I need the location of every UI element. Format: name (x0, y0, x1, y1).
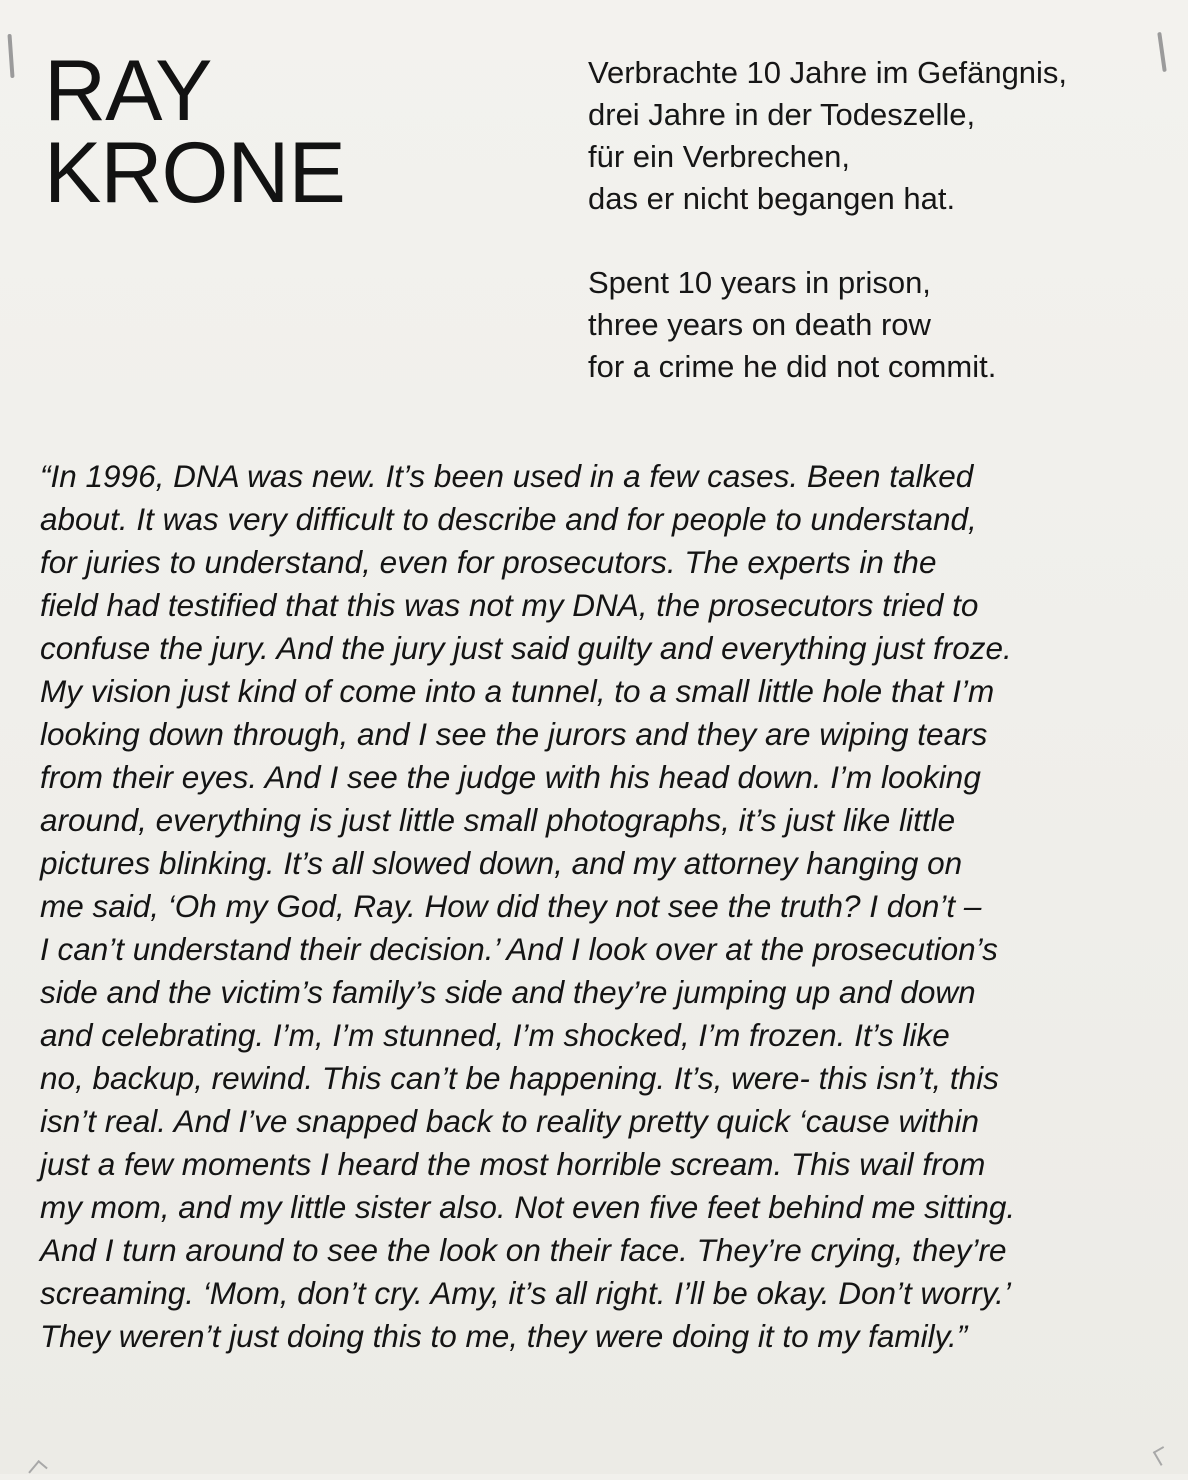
name-last: KRONE (44, 125, 345, 221)
quote-line: And I turn around to see the look on their face. They’re crying, they’re (40, 1232, 1007, 1268)
name-first: RAY (44, 43, 212, 139)
person-name-heading (44, 43, 345, 221)
summary-spacer (588, 220, 1148, 262)
summary-en-line: Spent 10 years in prison, (588, 265, 931, 300)
quote-line: side and the victim’s family’s side and they’re jumping up and down (40, 974, 976, 1010)
quote-line: pictures blinking. It’s all slowed down, and my attorney hanging on (40, 845, 963, 881)
summary-de-line: für ein Verbrechen, (588, 139, 850, 174)
quote-line: my mom, and my little sister also. Not even five feet behind me sitting. (40, 1189, 1016, 1225)
quote-line: from their eyes. And I see the judge with his head down. I’m looking (40, 759, 981, 795)
quote-line: “In 1996, DNA was new. It’s been used in a few cases. Been talked (40, 458, 974, 494)
quote-line: confuse the jury. And the jury just said guilty and everything just froze. (40, 630, 1012, 666)
summary-de-line: drei Jahre in der Todeszelle, (588, 97, 976, 132)
mounting-clip-left (7, 34, 14, 78)
quote-line: My vision just kind of come into a tunnel, to a small little hole that I’m (40, 673, 995, 709)
corner-mark-bottom-left (28, 1460, 47, 1480)
summary-de-line: das er nicht begangen hat. (588, 181, 956, 216)
summary-block (588, 52, 1148, 388)
summary-german (588, 52, 1148, 220)
quote-line: They weren’t just doing this to me, they were doing it to my family.” (40, 1318, 968, 1354)
summary-de-line: Verbrachte 10 Jahre im Gefängnis, (588, 55, 1068, 90)
quote-line: no, backup, rewind. This can’t be happening. It’s, were- this isn’t, this (40, 1060, 999, 1096)
mounting-clip-right (1157, 32, 1167, 72)
summary-english (588, 262, 1148, 388)
quote-line: field had testified that this was not my DNA, the prosecutors tried to (40, 587, 979, 623)
quote-line: around, everything is just little small photographs, it’s just like little (40, 802, 956, 838)
testimony-quote (40, 455, 1140, 1358)
quote-line: screaming. ‘Mom, don’t cry. Amy, it’s all right. I’ll be okay. Don’t worry.’ (40, 1275, 1011, 1311)
summary-en-line: three years on death row (588, 307, 931, 342)
corner-mark-bottom-right (1153, 1446, 1171, 1466)
quote-line: isn’t real. And I’ve snapped back to reality pretty quick ‘cause within (40, 1103, 980, 1139)
quote-line: looking down through, and I see the jurors and they are wiping tears (40, 716, 988, 752)
quote-line: and celebrating. I’m, I’m stunned, I’m shocked, I’m frozen. It’s like (40, 1017, 950, 1053)
quote-line: I can’t understand their decision.’ And I look over at the prosecution’s (40, 931, 998, 967)
quote-line: for juries to understand, even for prosecutors. The experts in the (40, 544, 937, 580)
quote-line: about. It was very difficult to describe and for people to understand, (40, 501, 977, 537)
quote-line: just a few moments I heard the most horrible scream. This wail from (40, 1146, 986, 1182)
summary-en-line: for a crime he did not commit. (588, 349, 997, 384)
quote-line: me said, ‘Oh my God, Ray. How did they not see the truth? I don’t – (40, 888, 982, 924)
